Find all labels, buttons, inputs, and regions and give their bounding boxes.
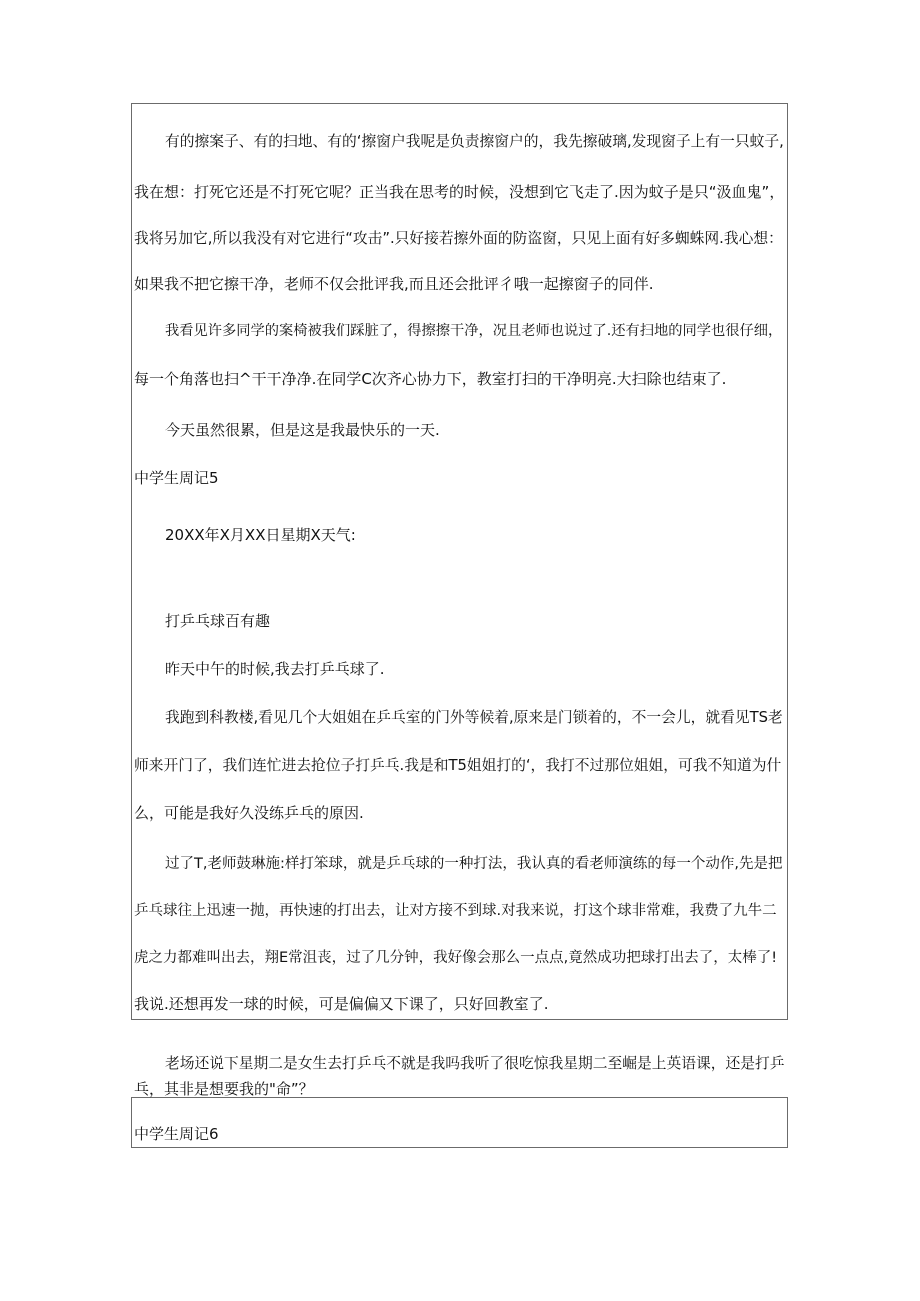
paragraph-line: 我将另加它,所以我没有对它进行“攻击”.只好接若擦外面的防盗窗，只见上面有好多蜘蛛网.我心想： [134,230,783,247]
paragraph-line: 虎之力都难叫出去，翔E常沮丧，过了几分钟，我好像会那么一点点,竟然成功把球打出去了，太棒了! [134,950,778,966]
text-frame-bottom [131,1097,788,1148]
paragraph-line: 今天虽然很累，但是这是我最快乐的一天. [165,421,440,439]
entry-heading: 中学生周记6 [134,1125,219,1143]
paragraph-line: 乓，其非是想要我的"命”？ [134,1080,314,1098]
paragraph-line: 我跑到科教楼,看见几个大姐姐在乒乓室的门外等候着,原来是门锁着的，不一会儿，就看见TS老 [165,709,783,726]
paragraph-line: 我看见许多同学的案椅被我们踩脏了，得擦擦干净，况且老师也说过了.还有扫地的同学也很仔细， [165,323,783,339]
paragraph-line: 过了T,老师鼓琳施:样打笨球，就是乒乓球的一种打法，我认真的看老师演练的每一个动作,先是把 [165,856,783,872]
paragraph-line: 师来开门了，我们连忙进去抢位子打乒乓.我是和T5姐姐打的‘，我打不过那位姐姐，可我不知道为什 [134,757,782,774]
paragraph-line: 有的擦案子、有的扫地、有的‘擦窗户我呢是负责擦窗户的，我先擦破璃,发现窗子上有一只蚊子, [165,133,784,150]
paragraph-line: 昨天中午的时候,我去打乒乓球了. [165,660,385,678]
entry-heading: 中学生周记5 [134,469,219,487]
entry-title: 打乒乓球百有趣 [165,612,271,630]
paragraph-line: 我在想：打死它还是不打死它呢？正当我在思考的时候，没想到它飞走了.因为蚊子是只“汲血鬼”， [134,183,785,201]
entry-date: 20XX年X月XX日星期X天气: [165,526,356,544]
paragraph-line: 如果我不把它擦干净，老师不仅会批评我,而且还会批评彳哦一起擦窗子的同伴. [134,275,654,293]
paragraph-line: 乒乓球往上迅速一抛，再快速的打出去，让对方接不到球.对我来说，打这个球非常难，我费了九牛二 [134,903,777,919]
paragraph-line: 我说.还想再发一球的时候，可是偏偏又下课了，只好回教室了. [134,995,549,1013]
paragraph-line: 么，可能是我好久没练乒乓的原因. [134,804,364,822]
paragraph-line: 老场还说下星期二是女生去打乒乓不就是我吗我听了很吃惊我星期二至崛是上英语课，还是打乒 [165,1055,785,1072]
paragraph-line: 每一个角落也扫^干干净净.在同学C次齐心协力下，教室打扫的干净明亮.大扫除也结束了. [134,370,727,388]
